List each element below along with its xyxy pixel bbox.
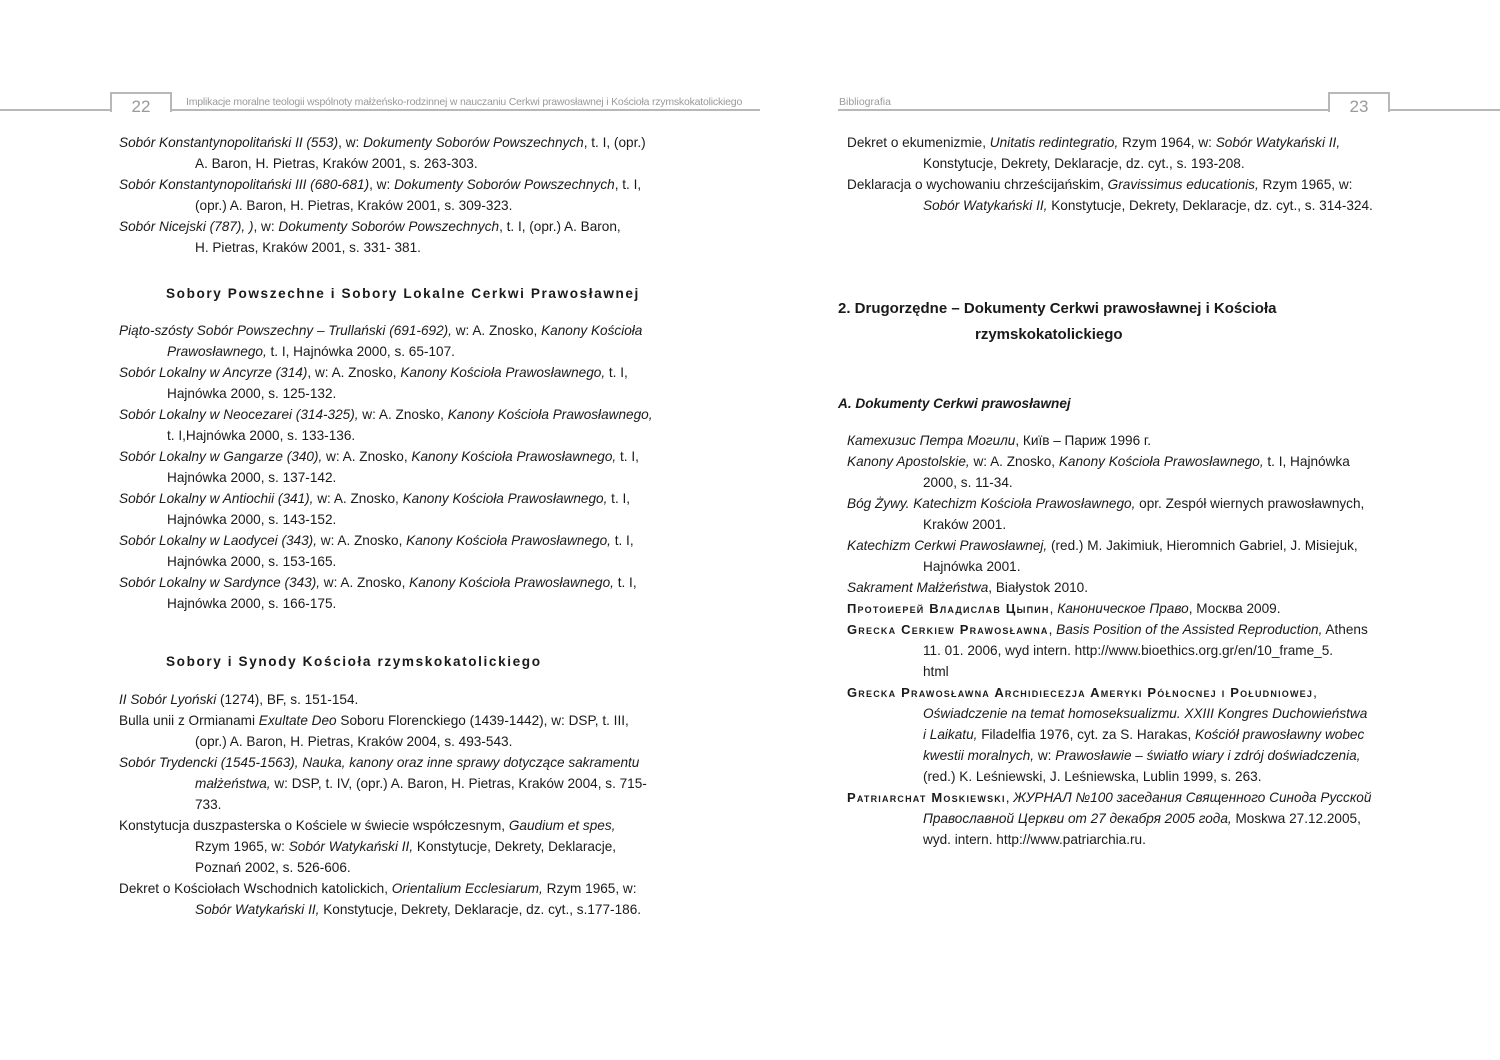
left-page [119,132,655,920]
bib-entry: Grecka Prawosławna Archidiecezja Ameryki Północnej i Południowej, Oświadczenie na temat homoseksualizmu. XXIII Kongres Duchowieństwa i Laikatu, Filadelfia 1976, cyt. za S. Harakas, Kościół prawosławny wobec kwestii moralnych, w: Prawosławie – światło wiary i zdrój doświadczenia, (red.) K. Leśniewski, J. Leśniewska, Lublin 1999, s. 263. [847,685,1368,784]
bib-entry: Dekret o ekumenizmie, Unitatis redintegratio, Rzym 1964, w: Sobór Watykański II, Konstytucje, Dekrety, Deklaracje, dz. cyt., s. 193-208. [847,135,1341,171]
bib-entry: Sobór Nicejski (787), ), w: Dokumenty Soborów Powszechnych, t. I, (opr.) A. Baron, H. Pietras, Kraków 2001, s. 331- 381. [119,219,621,255]
bib-entry: Sakrament Małżeństwa, Białystok 2010. [847,580,1089,595]
section-heading: Sobory i Synody Kościoła rzymskokatolickiego [166,654,542,669]
bib-entry: Протоиерей Владислав Цыпин, Каноническое Право, Москва 2009. [847,601,1281,616]
header-rule-right [838,109,1500,111]
chapter-heading: 2. Drugorzędne – Dokumenty Cerkwi prawosławnej i Kościoła rzymskokatolickiego [838,300,1277,343]
bib-entry: Deklaracja o wychowaniu chrześcijańskim, Gravissimus educationis, Rzym 1965, w: Sobór Watykański II, Konstytucje, Dekrety, Deklaracje, dz. cyt., s. 314-324. [847,177,1373,213]
bib-entry: Sobór Konstantynopolitański III (680-681), w: Dokumenty Soborów Powszechnych, t. I, (opr.) A. Baron, H. Pietras, Kraków 2001, s. 309-323. [119,177,642,213]
bib-entry: Patriarchat Moskiewski, ЖУРНАЛ №100 заседания Священного Синода Русской Православной Церкви от 27 декабря 2005 года, Moskwa 27.12.2005, wyd. intern. http://www.patriarchia.ru. [847,790,1372,847]
bib-entry: Katechizm Cerkwi Prawosławnej, (red.) M. Jakimiuk, Hieromnich Gabriel, J. Misiejuk, Hajnówka 2001. [847,538,1358,574]
bib-entry: Bulla unii z Ormianami Exultate Deo Soboru Florenckiego (1439-1442), w: DSP, t. III, (opr.) A. Baron, H. Pietras, Kraków 2004, s. 493-543. [119,713,629,749]
running-title-right: Bibliografia [839,96,891,108]
section-heading: Sobory Powszechne i Sobory Lokalne Cerkwi Prawosławnej [166,286,640,301]
bib-entry: Kanony Apostolskie, w: A. Znosko, Kanony Kościoła Prawosławnego, t. I, Hajnówka 2000, s. 11-34. [847,454,1350,490]
bib-entry: Sobór Trydencki (1545-1563), Nauka, kanony oraz inne sprawy dotyczące sakramentu małżeństwa, w: DSP, t. IV, (opr.) A. Baron, H. Pietras, Kraków 2004, s. 715- 733. [119,755,647,812]
bib-entry: Sobór Lokalny w Sardynce (343), w: A. Znosko, Kanony Kościoła Prawosławnego, t. I, Hajnówka 2000, s. 166-175. [119,575,637,611]
page-number-left: 22 [110,92,172,112]
bib-entry: Bóg Żywy. Katechizm Kościoła Prawosławnego, opr. Zespół wiernych prawosławnych, Kraków 2001. [847,496,1365,532]
running-title-left: Implikacje moralne teologii wspólnoty małżeńsko-rodzinnej w nauczaniu Cerkwi prawosławnej i Kościoła rzymskokatolickiego [186,96,743,108]
bib-entry: Sobór Lokalny w Ancyrze (314), w: A. Znosko, Kanony Kościoła Prawosławnego, t. I, Hajnówka 2000, s. 125-132. [119,365,628,401]
bib-entry: Sobór Lokalny w Neocezarei (314-325), w: A. Znosko, Kanony Kościoła Prawosławnego, t. I,Hajnówka 2000, s. 133-136. [119,407,653,443]
bib-entry: Sobór Lokalny w Antiochii (341), w: A. Znosko, Kanony Kościoła Prawosławnego, t. I, Hajnówka 2000, s. 143-152. [119,491,631,527]
right-page [838,132,1383,850]
bib-entry: II Sobór Lyoński (1274), BF, s. 151-154. [119,692,359,707]
bib-entry: Sobór Konstantynopolitański II (553), w: Dokumenty Soborów Powszechnych, t. I, (opr.) A. Baron, H. Pietras, Kraków 2001, s. 263-303. [119,135,646,171]
bib-entry: Grecka Cerkiew Prawosławna, Basis Position of the Assisted Reproduction, Athens 11. 01. 2006, wyd intern. http://www.bioethics.org.gr/en/10_frame_5. html [847,622,1368,679]
bib-entry: Sobór Lokalny w Gangarze (340), w: A. Znosko, Kanony Kościoła Prawosławnego, t. I, Hajnówka 2000, s. 137-142. [119,449,639,485]
bib-entry: Piąto-szósty Sobór Powszechny – Trullański (691-692), w: A. Znosko, Kanony Kościoła Prawosławnego, t. I, Hajnówka 2000, s. 65-107. [119,323,643,359]
subsection-heading: A. Dokumenty Cerkwi prawosławnej [838,396,1071,411]
bib-entry: Катехизис Петра Могили, Київ – Париж 1996 г. [847,433,1151,448]
bib-entry: Dekret o Kościołach Wschodnich katolickich, Orientalium Ecclesiarum, Rzym 1965, w: Sobór Watykański II, Konstytucje, Dekrety, Deklaracje, dz. cyt., s.177-186. [119,881,642,917]
bib-entry: Konstytucja duszpasterska o Kościele w świecie współczesnym, Gaudium et spes, Rzym 1965, w: Sobór Watykański II, Konstytucje, Dekrety, Deklaracje, Poznań 2002, s. 526-606. [119,818,617,875]
page-number-right: 23 [1328,92,1390,112]
bib-entry: Sobór Lokalny w Laodycei (343), w: A. Znosko, Kanony Kościoła Prawosławnego, t. I, Hajnówka 2000, s. 153-165. [119,533,634,569]
